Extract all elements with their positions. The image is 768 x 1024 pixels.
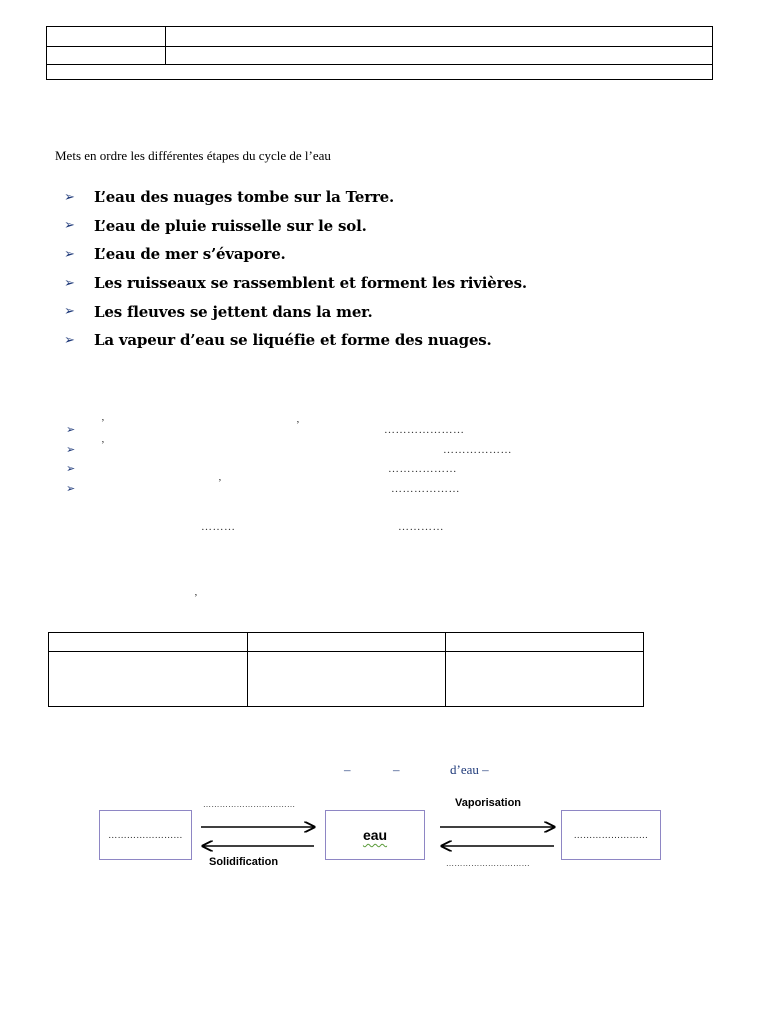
list-item: ➢ Les fleuves se jettent dans la mer. [64,302,373,321]
list-item: ➢ L’eau des nuages tombe sur la Terre. [64,188,395,207]
arrow-bullet-icon: ➢ [66,462,76,475]
arrow-bullet-icon: ➢ [66,482,76,495]
answer-blank[interactable]: ……………… [388,463,457,475]
diagram-title-tail: d’eau – [450,762,489,777]
diagram-title-dash: – [344,762,351,777]
vaporisation-label: Vaporisation [455,797,522,809]
answer-blank[interactable]: ………………… [384,424,465,436]
arrow-bullet-icon: ➢ [64,189,75,205]
apostrophe-mark: ’ [101,439,105,451]
list-item: ➢ L’eau de mer s’évapore. [64,245,286,264]
list-item: ➢ La vapeur d’eau se liquéfie et forme des nuages. [64,331,492,350]
answer-blank: …………………… [108,830,183,840]
solidification-label: Solidification [209,856,279,868]
arrow-bullet-icon: ➢ [64,275,75,291]
arrow-bullet-icon: ➢ [64,304,75,320]
condensation-answer-blank[interactable]: ………………………… [446,859,530,868]
diagram-title-dash: – [393,762,400,777]
list-item: ➢ L’eau de pluie ruisselle sur le sol. [64,216,367,235]
answer-blank[interactable]: ……………… [443,444,512,456]
answer-blank[interactable]: ……………… [391,483,460,495]
apostrophe-mark: ’ [218,477,222,489]
arrow-bullet-icon: ➢ [66,443,76,456]
arrow-bullet-icon: ➢ [64,246,75,262]
apostrophe-mark: ’ [296,419,300,431]
answer-blank[interactable]: ……… [201,521,236,533]
apostrophe-mark: ’ [101,417,105,429]
answer-blank[interactable]: ………… [398,521,444,533]
arrow-bullet-icon: ➢ [64,218,75,234]
answer-blank: …………………… [573,830,649,840]
arrow-bullet-icon: ➢ [66,423,76,436]
apostrophe-mark: ’ [194,592,198,604]
water-label: eau [362,827,388,843]
exercise-instruction: Mets en ordre les différentes étapes du cycle de l’eau [55,148,331,163]
arrow-bullet-icon: ➢ [64,332,75,348]
fusion-answer-blank[interactable]: …………………………… [203,800,296,809]
list-item: ➢ Les ruisseaux se rassemblent et forment les rivières. [64,274,527,293]
